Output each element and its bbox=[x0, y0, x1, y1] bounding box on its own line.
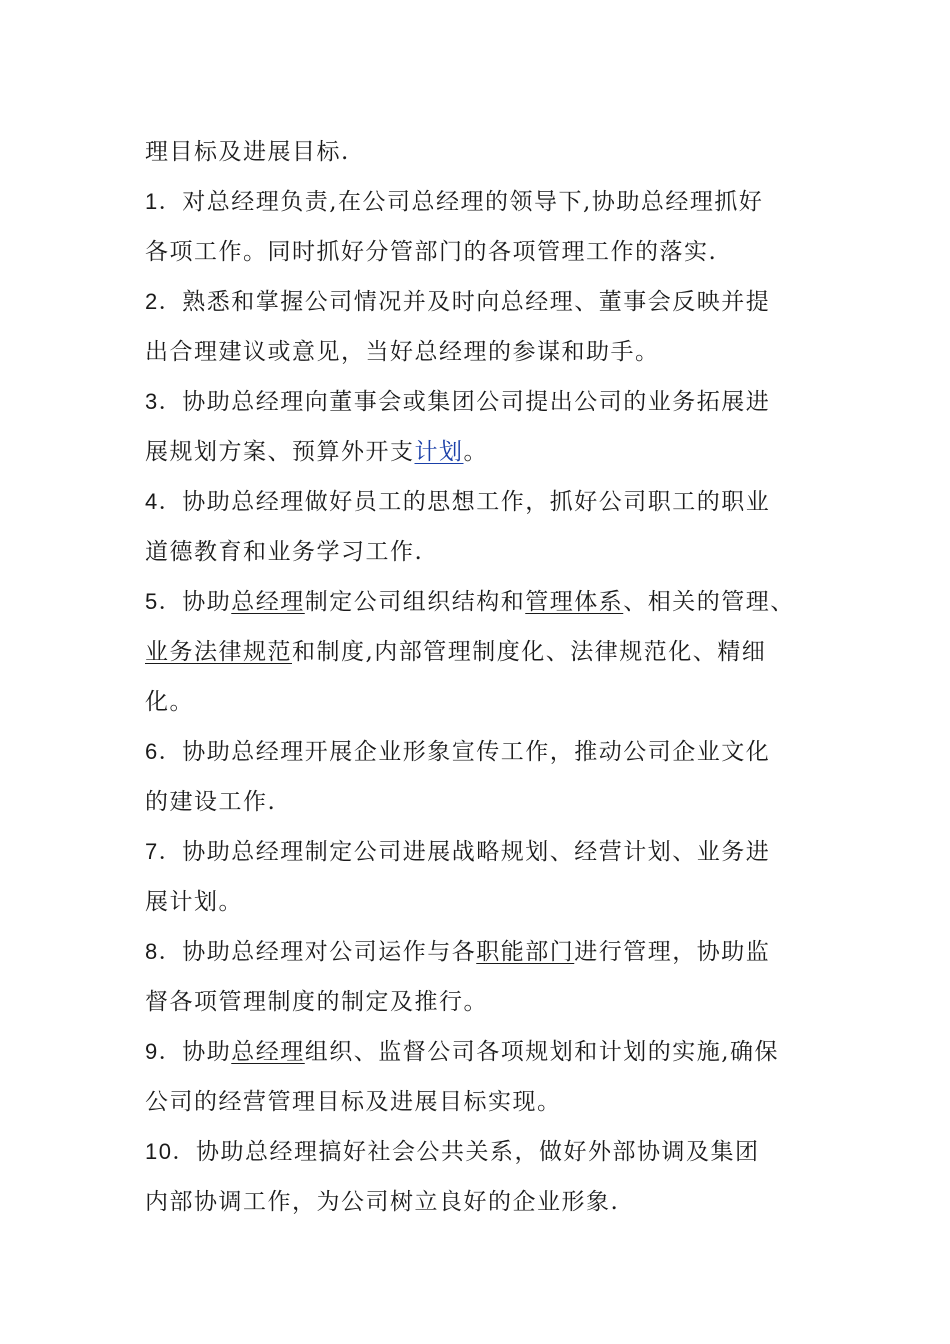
item-text: 熟悉和掌握公司情况并及时向总经理、董事会反映并提 bbox=[182, 289, 771, 315]
list-item-6-cont: 的建设工作. bbox=[145, 789, 277, 815]
item-text: 协助 bbox=[182, 1039, 232, 1065]
list-item-10-cont: 内部协调工作，为公司树立良好的企业形象. bbox=[145, 1189, 620, 1215]
management-system-link[interactable]: 管理体系 bbox=[525, 589, 624, 615]
item-text: 协助总经理向董事会或集团公司提出公司的业务拓展进 bbox=[182, 389, 771, 415]
list-item-4-cont: 道德教育和业务学习工作. bbox=[145, 539, 424, 565]
list-item-2-cont: 出合理建议或意见，当好总经理的参谋和助手。 bbox=[145, 339, 660, 365]
item-number: 5． bbox=[145, 589, 183, 614]
list-item-5-cont2: 化。 bbox=[145, 689, 194, 715]
item-text: 协助 bbox=[182, 589, 232, 615]
item-number: 7． bbox=[145, 839, 183, 864]
list-item-5-cont bbox=[145, 627, 817, 677]
item-number: 9． bbox=[145, 1039, 183, 1064]
item-text: 进行管理，协助监 bbox=[574, 939, 771, 965]
item-text: 组织、监督公司各项规划和计划的实施,确保 bbox=[304, 1039, 780, 1065]
list-item-1 bbox=[145, 177, 817, 227]
item-number: 2． bbox=[145, 289, 183, 314]
item-text: 。 bbox=[463, 439, 488, 465]
general-manager-link[interactable]: 总经理 bbox=[231, 1039, 305, 1065]
item-text: 协助总经理搞好社会公共关系，做好外部协调及集团 bbox=[195, 1139, 760, 1165]
list-item-7 bbox=[145, 827, 817, 877]
item-text: 展规划方案、预算外开支 bbox=[145, 439, 415, 465]
item-number: 1． bbox=[145, 189, 183, 214]
list-item-5 bbox=[145, 577, 817, 627]
list-item-2 bbox=[145, 277, 817, 327]
list-item-7-cont: 展计划。 bbox=[145, 889, 243, 915]
list-item-3 bbox=[145, 377, 817, 427]
document-body bbox=[145, 127, 817, 1227]
item-text: 协助总经理制定公司进展战略规划、经营计划、业务进 bbox=[182, 839, 771, 865]
item-number: 4． bbox=[145, 489, 183, 514]
general-manager-link[interactable]: 总经理 bbox=[231, 589, 305, 615]
item-text: 制定公司组织结构和 bbox=[304, 589, 526, 615]
list-item-6 bbox=[145, 727, 817, 777]
list-item-9-cont: 公司的经营管理目标及进展目标实现。 bbox=[145, 1089, 562, 1115]
item-number: 8． bbox=[145, 939, 183, 964]
item-number: 6． bbox=[145, 739, 183, 764]
list-item-8-cont: 督各项管理制度的制定及推行。 bbox=[145, 989, 488, 1015]
item-number: 3． bbox=[145, 389, 183, 414]
item-number: 10． bbox=[145, 1139, 196, 1164]
item-text: 协助总经理对公司运作与各 bbox=[182, 939, 477, 965]
functional-dept-link[interactable]: 职能部门 bbox=[476, 939, 575, 965]
list-item-9 bbox=[145, 1027, 817, 1077]
list-item-3-cont bbox=[145, 427, 817, 477]
list-item-10 bbox=[145, 1127, 817, 1177]
item-text: 、相关的管理、 bbox=[623, 589, 795, 615]
list-item-1-cont: 各项工作。同时抓好分管部门的各项管理工作的落实. bbox=[145, 239, 718, 265]
business-law-link[interactable]: 业务法律规范 bbox=[145, 639, 292, 665]
item-text: 对总经理负责,在公司总经理的领导下,协助总经理抓好 bbox=[182, 189, 764, 215]
item-text: 协助总经理开展企业形象宣传工作，推动公司企业文化 bbox=[182, 739, 771, 765]
item-text: 协助总经理做好员工的思想工作，抓好公司职工的职业 bbox=[182, 489, 771, 515]
list-item-8 bbox=[145, 927, 817, 977]
plan-link[interactable]: 计划 bbox=[414, 439, 464, 465]
item-text: 和制度,内部管理制度化、法律规范化、精细 bbox=[292, 639, 767, 665]
list-item-4 bbox=[145, 477, 817, 527]
intro-line: 理目标及进展目标. bbox=[145, 139, 350, 165]
